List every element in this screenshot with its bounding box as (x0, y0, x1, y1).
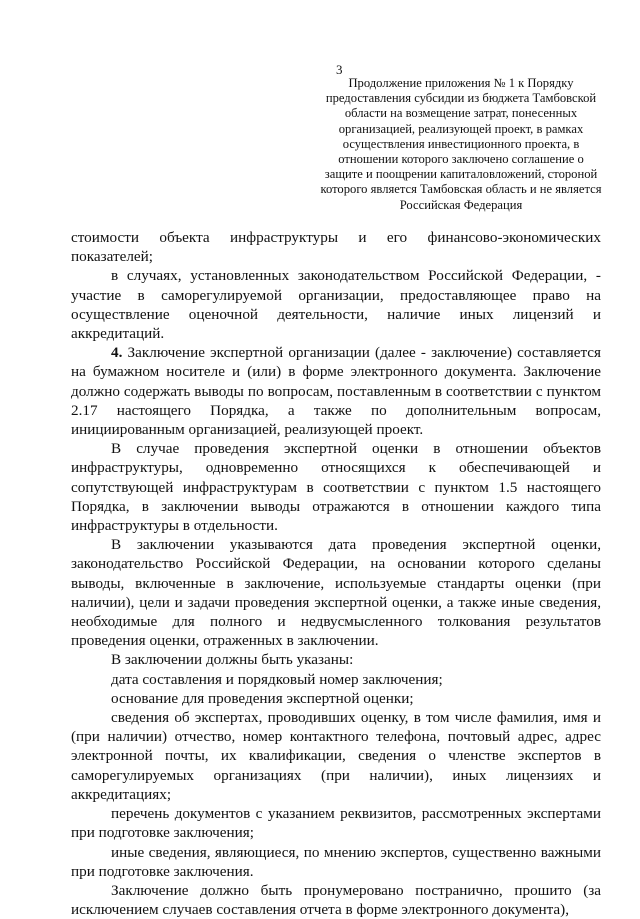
paragraph-must-include: В заключении должны быть указаны: (111, 651, 354, 669)
paragraph-numbering: Заключение должно быть пронумеровано постранично, прошито (за исключением случаев составления отчета в форме электронного документа), (71, 881, 601, 919)
paragraph-self-regulatory: в случаях, установленных законодательством Российской Федерации, - участие в саморегулируемой организации, предоставляющее право на осуществление оценочной деятельности, наличие иных лицензий и аккредитаций. (71, 267, 601, 343)
paragraph-infrastructure-types: В случае проведения экспертной оценки в отношении объектов инфраструктуры, одновременно относящихся к обеспечивающей и сопутствующей инфраструктурам в соответствии с пунктом 1.5 настоящего Порядка, в заключении выводы отражаются в отношении каждого типа инфраструктуры в отдельности. (71, 440, 601, 535)
paragraph-cost-indicators: стоимости объекта инфраструктуры и его финансово-экономических показателей; (71, 229, 601, 266)
list-item-date-number: дата составления и порядковый номер заключения; (111, 670, 443, 688)
clause-text: Заключение экспертной организации (далее - заключение) составляется на бумажном носителе и (или) в форме электронного документа. Заключение должно содержать выводы по вопросам, поставленным в соответствии с пунктом 2.17 настоящего Порядка, а также по дополнительным вопросам, инициированным организацией, реализующей проект. (71, 344, 601, 439)
document-body (71, 228, 601, 919)
paragraph-expert-conclusion (71, 343, 601, 439)
paragraph-conclusion-contents: В заключении указываются дата проведения экспертной оценки, законодательство Российской Федерации, на основании которого сделаны выводы, включенные в заключение, используемые стандарты оценки (при наличии), цели и задачи проведения экспертной оценки, а также иные сведения, необходимые для полного и недвусмысленного толкования результатов проведения оценки, отраженных в заключении. (71, 536, 601, 650)
clause-number: 4. (111, 344, 123, 362)
page-number: 3 (336, 62, 343, 77)
list-item-documents: перечень документов с указанием реквизитов, рассмотренных экспертами при подготовке заключения; (71, 805, 601, 842)
list-item-basis: основание для проведения экспертной оценки; (111, 689, 414, 707)
list-item-other-info: иные сведения, являющиеся, по мнению экспертов, существенно важными при подготовке заключения. (71, 843, 601, 880)
appendix-header: Продолжение приложения № 1 к Порядку предоставления субсидии из бюджета Тамбовской области на возмещение затрат, понесенных организацией, реализующей проект, в рамках осуществления инвестиционного проекта, в отношении которого заключено соглашение о защите и поощрении капиталовложений, стороной которого является Тамбовская область и не является Российская Федерация (320, 76, 602, 212)
list-item-experts: сведения об экспертах, проводивших оценку, в том числе фамилия, имя и (при наличии) отчество, номер контактного телефона, почтовый адрес, адрес электронной почты, их квалификации, сведения о членстве экспертов в саморегулируемых организациях (при наличии), иных лицензиях и аккредитациях; (71, 709, 601, 803)
